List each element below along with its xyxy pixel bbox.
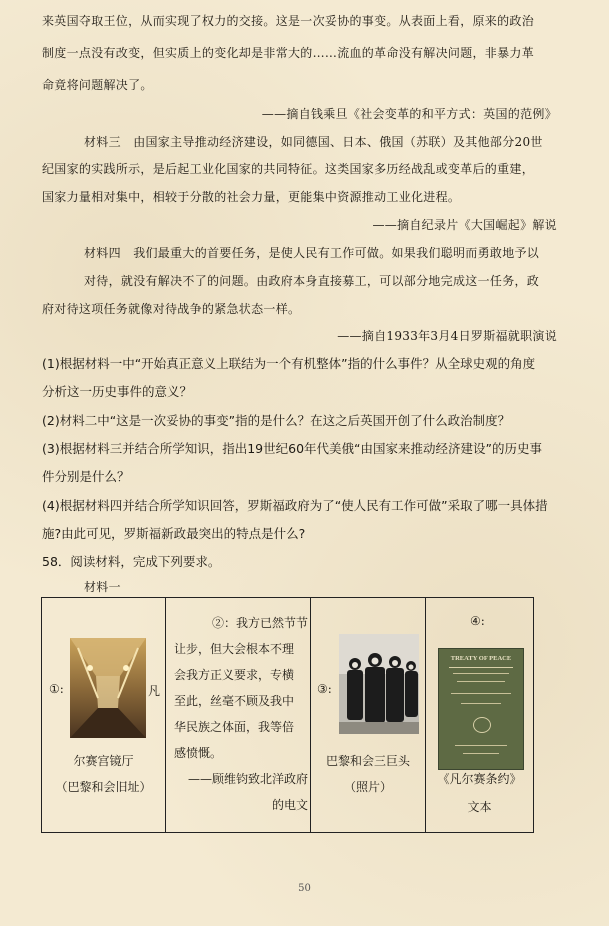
cell-hall-of-mirrors — [42, 598, 166, 833]
image-caption: （照片） — [343, 780, 392, 794]
question-line: (4)根据材料四并结合所学知识回答，罗斯福政府为了“使人民有工作可做”采取了哪一具体措 — [42, 498, 548, 513]
material-line: 材料三 由国家主导推动经济建设，如同德国、日本、俄国（苏联）及其他部分20世 — [84, 135, 543, 149]
material-label: 材料一 — [84, 580, 121, 594]
image-caption: 《凡尔赛条约》 — [437, 772, 522, 786]
source-citation: ——摘自纪录片《大国崛起》解说 — [372, 218, 557, 232]
material-table — [41, 597, 534, 833]
material-line: 对待，就没有解决不了的问题。由政府本身直接募工，可以部分地完成这一任务，政 — [84, 274, 540, 288]
cell-label: ④: — [470, 614, 485, 628]
telegram-line: ②：我方已然节节 — [211, 616, 308, 630]
telegram-line: 让步，但大会根本不理 — [174, 642, 295, 656]
question-line: (1)根据材料一中“开始真正意义上联结为一个有机整体”指的什么事件？从全球史观的角度 — [42, 356, 536, 371]
image-caption: 巴黎和会三巨头 — [325, 754, 410, 768]
paragraph-line: 制度一点没有改变，但实质上的变化却是非常大的……流血的革命没有解决问题，非暴力革 — [42, 46, 535, 60]
treaty-cover-image — [438, 648, 524, 770]
cell-telegram-text — [166, 598, 311, 833]
telegram-source: ——顾维钧致北洋政府 — [187, 772, 308, 786]
cell-treaty — [426, 598, 534, 833]
telegram-line: 华民族之体面，我等倍 — [174, 720, 295, 734]
material-line: 府对待这项任务就像对待战争的紧急状态一样。 — [42, 302, 301, 316]
hall-of-mirrors-image — [70, 638, 146, 738]
material-line: 材料四 我们最重大的首要任务，是使人民有工作可做。如果我们聪明而勇敢地予以 — [84, 246, 540, 260]
cell-big-three — [311, 598, 426, 833]
material-line: 纪国家的实践所示，是后起工业化国家的共同特征。这类国家多历经战乱或变革后的重建， — [42, 162, 535, 176]
treaty-cover-title: TREATY OF PEACE — [450, 655, 512, 662]
question-line: 分析这一历史事件的意义？ — [42, 384, 193, 399]
paragraph-line: 命竟将问题解决了。 — [42, 78, 153, 92]
page-number: 50 — [298, 883, 311, 894]
question-line: (3)根据材料三并结合所学知识，指出19世纪60年代美俄“由国家来推动经济建设”的历史事 — [42, 441, 542, 456]
question-line: 件分别是什么？ — [42, 469, 130, 484]
question-heading: 58．阅读材料，完成下列要求。 — [42, 554, 221, 569]
image-caption: 尔赛宫镜厅 — [73, 754, 134, 768]
telegram-line: 感愤慨。 — [174, 746, 223, 760]
paragraph-line: 来英国夺取王位，从而实现了权力的交接。这是一次妥协的事变。从表面上看，原来的政治 — [42, 14, 535, 28]
telegram-line: 至此，丝毫不顾及我中 — [174, 694, 295, 708]
source-citation: ——摘自钱乘旦《社会变革的和平方式：英国的范例》 — [261, 107, 557, 121]
image-caption: 文本 — [467, 800, 492, 814]
source-citation: ——摘自1933年3月4日罗斯福就职演说 — [337, 329, 557, 343]
crest-icon — [473, 717, 491, 733]
big-three-photo — [339, 634, 419, 734]
material-line: 国家力量相对集中，相较于分散的社会力量，更能集中资源推动工业化进程。 — [42, 190, 461, 204]
image-caption: （巴黎和会旧址） — [55, 780, 152, 794]
cell-label: ①: — [49, 682, 64, 696]
question-line: (2)材料二中“这是一次妥协的事变”指的是什么？在这之后英国开创了什么政治制度？ — [42, 413, 511, 428]
cell-label-suffix: 凡 — [148, 684, 161, 698]
question-line: 施?由此可见，罗斯福新政最突出的特点是什么? — [42, 526, 306, 541]
telegram-source: 的电文 — [271, 798, 308, 812]
telegram-line: 会我方正义要求，专横 — [174, 668, 295, 682]
cell-label: ③: — [317, 682, 332, 696]
